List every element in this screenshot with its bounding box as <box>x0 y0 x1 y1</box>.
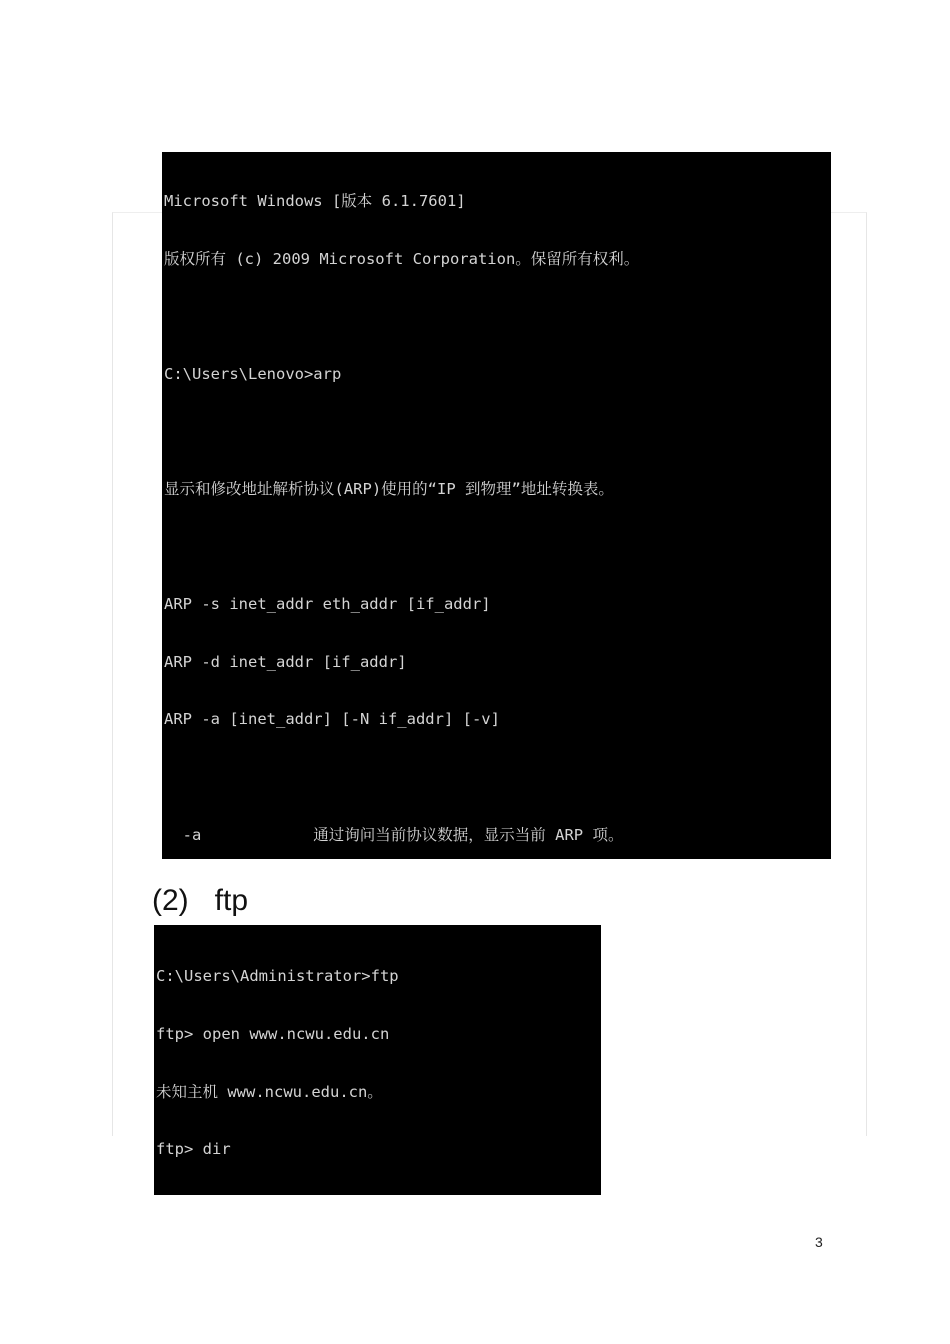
console-line <box>164 537 831 559</box>
console-line: 版权所有 (c) 2009 Microsoft Corporation。保留所有权利。 <box>164 249 640 268</box>
section-title: ftp <box>214 884 249 917</box>
console-line: ARP -d inet_addr [if_addr] <box>164 652 407 671</box>
console-line: -a 通过询问当前协议数据，显示当前 ARP 项。 <box>164 825 624 844</box>
console-line: Microsoft Windows [版本 6.1.7601] <box>164 192 466 210</box>
section-heading <box>152 884 248 918</box>
console-line <box>164 421 831 443</box>
ftp-console-screenshot <box>154 925 601 1195</box>
section-number: (2) <box>152 884 189 917</box>
console-line <box>164 767 831 789</box>
page-number: 3 <box>815 1234 823 1250</box>
console-line: 未知主机 www.ncwu.edu.cn。 <box>156 1082 383 1101</box>
console-line: ftp> dir <box>156 1140 231 1159</box>
arp-console-screenshot <box>162 152 831 859</box>
console-line: C:\Users\Administrator>ftp <box>156 967 399 985</box>
console-line: ARP -s inet_addr eth_addr [if_addr] <box>164 595 491 614</box>
console-line: ARP -a [inet_addr] [-N if_addr] [-v] <box>164 710 500 729</box>
console-line: ftp> open www.ncwu.edu.cn <box>156 1024 390 1043</box>
console-line: C:\Users\Lenovo>arp <box>164 364 342 383</box>
console-line: 显示和修改地址解析协议(ARP)使用的“IP 到物理”地址转换表。 <box>164 479 614 498</box>
console-line <box>164 306 831 328</box>
